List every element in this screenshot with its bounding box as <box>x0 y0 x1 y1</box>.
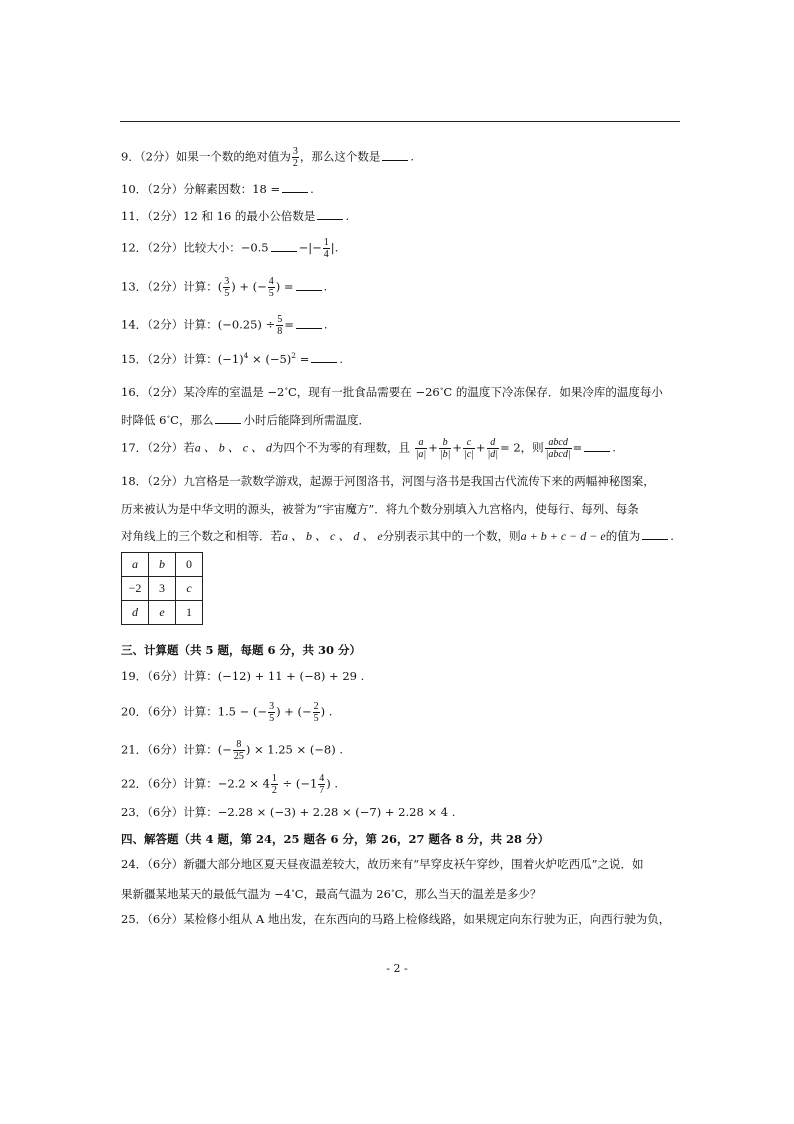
answer-blank[interactable] <box>271 241 297 252</box>
question-16-line-2: 时降低 6∘C，那么 小时后能降到所需温度． <box>121 412 370 427</box>
question-19: 19．（6分）计算：(−12) + 11 + (−8) + 29 . <box>121 669 365 683</box>
question-18-line-2: 历来被认为是中华文明的源头，被誉为“宇宙魔方”．将九个数分别填入九宫格内，使每行、每列、每条 <box>121 502 639 516</box>
section-4-heading: 四、解答题（共 4 题，第 24，25 题各 6 分，第 26，27 题各 8 分，共 28 分） <box>121 832 550 846</box>
answer-blank[interactable] <box>317 209 343 220</box>
question-17: 17．（2分）若a 、 b 、 c 、 d为四个不为零的有理数，且 $\frac{a}{|a|}$ + $\frac{b}{|b|}$ + $\frac{c}{|c|}$ + $\frac{d}{|d|}$ = 2，则 $\frac{\text{abcd}}{\text{|abcd|}}$ = . <box>121 437 616 460</box>
question-20: 20．（6分）计算：1.5 − (− $\frac{3}{5}$ ) + (− $\frac{2}{5}$ ) . <box>121 701 333 724</box>
grid-cell: 1 <box>176 601 203 625</box>
question-23: 23．（6分）计算：−2.28 × (−3) + 2.28 × (−7) + 2.28 × 4 . <box>121 805 456 819</box>
grid-cell: −2 <box>122 577 149 601</box>
grid-cell: b <box>149 553 176 577</box>
question-12: 12．（2分）比较大小：−0.5 −|− $\frac{1}{4}$ |. <box>121 237 339 260</box>
grid-cell: 3 <box>149 577 176 601</box>
fraction: $\frac{3}{2}$ <box>292 146 298 169</box>
grid-cell: 0 <box>176 553 203 577</box>
question-14: 14．（2分）计算：(−0.25) ÷ $\frac{5}{8}$ = . <box>121 314 328 337</box>
question-25: 25．（6分）某检修小组从 A 地出发，在东西向的马路上检修线路，如果规定向东行驶为正，向西行驶为负， <box>121 912 671 926</box>
answer-blank[interactable] <box>296 318 322 329</box>
nine-square-grid <box>121 552 203 625</box>
answer-blank[interactable] <box>642 529 668 540</box>
grid-cell: d <box>122 601 149 625</box>
answer-blank[interactable] <box>215 413 241 424</box>
question-15: 15．（2分）计算：$(-1)^4 \times (-5)^2$ = . <box>121 351 344 366</box>
grid-cell: a <box>122 553 149 577</box>
question-24-line-2: 果新疆某地某天的最低气温为 −4∘C，最高气温为 26∘C，那么当天的温差是多少？ <box>121 886 542 901</box>
question-22: 22．（6分）计算：−2.2 × 4 $\frac{1}{2}$ ÷ (−1 $\frac{4}{7}$ ) . <box>121 773 339 796</box>
answer-blank[interactable] <box>282 182 308 193</box>
grid-cell: e <box>149 601 176 625</box>
question-18-line-1: 18．（2分）九宫格是一款数学游戏，起源于河图洛书，河图与洛书是我国古代流传下来的两幅神秘图案， <box>121 474 655 488</box>
answer-blank[interactable] <box>584 441 610 452</box>
answer-blank[interactable] <box>296 280 322 291</box>
header-rule <box>120 121 680 122</box>
question-9: 9．（2分）如果一个数的绝对值为 $\frac{3}{2}$ ，那么这个数是 . <box>121 146 415 169</box>
question-10: 10．（2分）分解素因数：18 = . <box>121 182 314 196</box>
question-11: 11．（2分）12 和 16 的最小公倍数是 . <box>121 209 350 223</box>
section-3-heading: 三、计算题（共 5 题，每题 6 分，共 30 分） <box>121 643 362 657</box>
grid-cell: c <box>176 577 203 601</box>
question-24-line-1: 24．（6分）新疆大部分地区夏天昼夜温差较大，故历来有“早穿皮袄午穿纱，围着火炉吃西瓜”之说．如 <box>121 857 644 871</box>
question-21: 21．（6分）计算：(− $\frac{8}{25}$ ) × 1.25 × (−8) . <box>121 739 344 762</box>
question-16-line-1: 16．（2分）某冷库的室温是 −2∘C，现有一批食品需要在 −26∘C 的温度下冷冻保存．如果冷库的温度每小 <box>121 384 663 399</box>
answer-blank[interactable] <box>311 352 337 363</box>
question-18-line-3: 对角线上的三个数之和相等．若a 、 b 、 c 、 d 、 e分别表示其中的一个数，则a + b + c − d − e的值为 . <box>121 529 674 543</box>
question-13: 13．（2分）计算：( $\frac{3}{5}$ ) + (− $\frac{4}{5}$ ) = . <box>121 276 328 299</box>
answer-blank[interactable] <box>382 150 408 161</box>
page-number: - 2 - <box>386 962 408 975</box>
